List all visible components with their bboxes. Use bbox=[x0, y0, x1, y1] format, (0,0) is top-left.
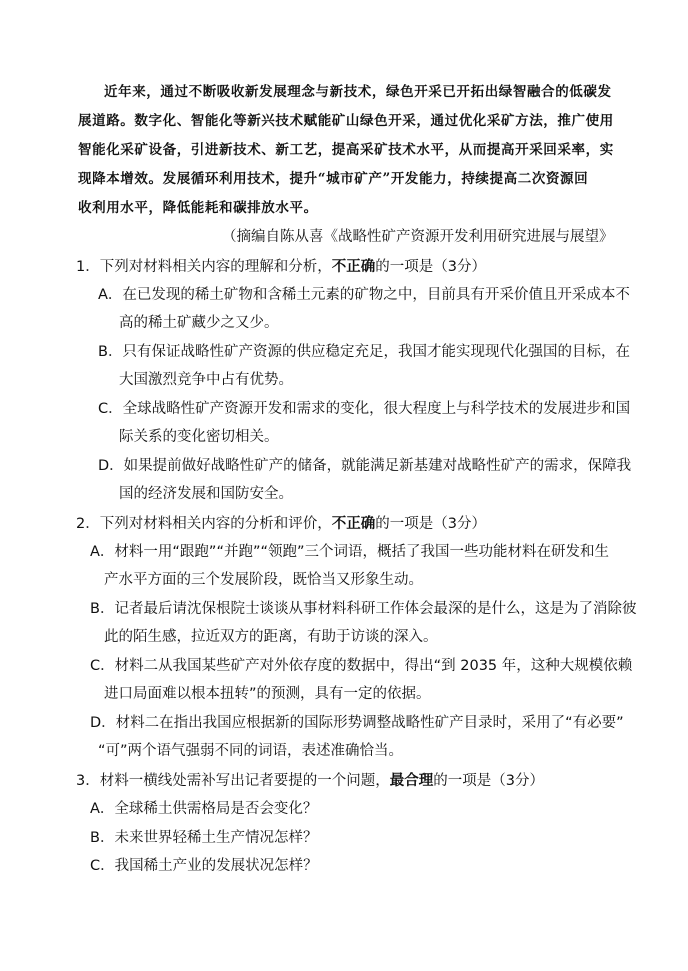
question-3-stem: 3．材料一横线处需补写出记者要提的一个问题，最合理的一项是（3分） bbox=[76, 773, 544, 789]
passage-line-4: 现降本增效。发展循环利用技术，提升“城市矿产”开发能力，持续提高二次资源回 bbox=[78, 171, 589, 187]
passage-line-2: 展道路。数字化、智能化等新兴技术赋能矿山绿色开采，通过优化采矿方法，推广使用 bbox=[78, 113, 614, 129]
passage-line-5: 收利用水平，降低能耗和碳排放水平。 bbox=[78, 200, 318, 216]
q2-option-c-line-1: C．材料二从我国某些矿产对外依存度的数据中，得出“到 2035 年，这种大规模依赖 bbox=[90, 658, 633, 674]
question-1-stem: 1．下列对材料相关内容的理解和分析，不正确的一项是（3分） bbox=[76, 259, 486, 275]
question-2-stem: 2．下列对材料相关内容的分析和评价，不正确的一项是（3分） bbox=[76, 516, 486, 532]
question-3-emphasis: 最合理 bbox=[389, 773, 434, 789]
question-1-emphasis: 不正确 bbox=[331, 259, 376, 275]
q2-option-a-line-1: A．材料一用“跟跑”“并跑”“领跑”三个词语，概括了我国一些功能材料在研发和生 bbox=[90, 544, 609, 560]
passage-line-3: 智能化采矿设备，引进新技术、新工艺，提高采矿技术水平，从而提高开采回采率，实 bbox=[78, 142, 614, 158]
q1-option-a-line-1: A．在已发现的稀土矿物和含稀土元素的矿物之中，目前具有开采价值且开采成本不 bbox=[98, 287, 630, 303]
q1-option-b-line-1: B．只有保证战略性矿产资源的供应稳定充足，我国才能实现现代化强国的目标，在 bbox=[98, 344, 630, 360]
question-2-emphasis: 不正确 bbox=[331, 516, 376, 532]
q1-option-d-line-1: D．如果提前做好战略性矿产的储备，就能满足新基建对战略性矿产的需求，保障我 bbox=[98, 458, 632, 474]
q2-option-b-line-2: 此的陌生感，拉近双方的距离，有助于访谈的深入。 bbox=[104, 629, 438, 645]
q2-option-d-line-2: “可”两个语气强弱不同的词语，表述准确恰当。 bbox=[98, 743, 404, 759]
q1-option-a-line-2: 高的稀土矿藏少之又少。 bbox=[119, 315, 279, 331]
q1-option-b-line-2: 大国激烈竞争中占有优势。 bbox=[119, 372, 293, 388]
q1-option-d-line-2: 国的经济发展和国防安全。 bbox=[119, 486, 293, 502]
q3-option-c: C．我国稀土产业的发展状况怎样？ bbox=[90, 858, 318, 874]
q2-option-b-line-1: B．记者最后请沈保根院士谈谈从事材料科研工作体会最深的是什么，这是为了消除彼 bbox=[90, 601, 637, 617]
q1-option-c-line-2: 际关系的变化密切相关。 bbox=[119, 429, 279, 445]
q3-option-a: A．全球稀土供需格局是否会变化？ bbox=[90, 801, 318, 817]
passage-source: （摘编自陈从喜《战略性矿产资源开发利用研究进展与展望》 bbox=[222, 229, 614, 245]
q3-option-b: B．未来世界轻稀土生产情况怎样？ bbox=[90, 830, 318, 846]
q2-option-a-line-2: 产水平方面的三个发展阶段，既恰当又形象生动。 bbox=[104, 572, 423, 588]
passage-line-1: 近年来，通过不断吸收新发展理念与新技术，绿色开采已开拓出绿智融合的低碳发 bbox=[104, 84, 612, 100]
q1-option-c-line-1: C．全球战略性矿产资源开发和需求的变化，很大程度上与科学技术的发展进步和国 bbox=[98, 401, 631, 417]
q2-option-c-line-2: 进口局面难以根本扭转”的预测，具有一定的依据。 bbox=[104, 686, 431, 702]
q2-option-d-line-1: D．材料二在指出我国应根据新的国际形势调整战略性矿产目录时，采用了“有必要” bbox=[90, 715, 624, 731]
